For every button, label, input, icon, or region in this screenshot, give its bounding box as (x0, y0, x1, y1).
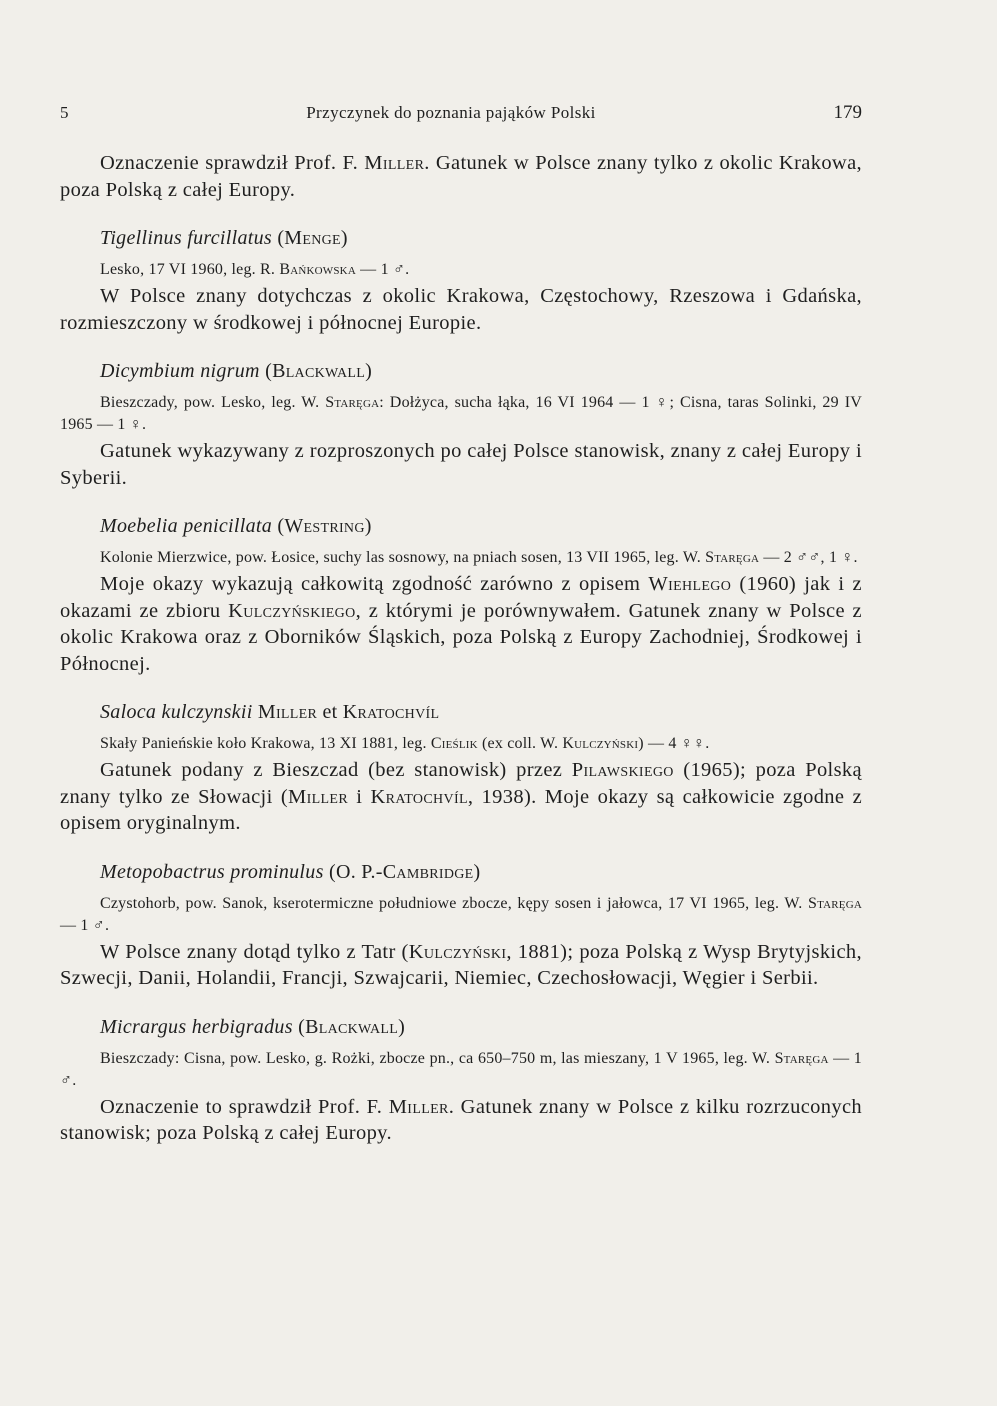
running-header (60, 102, 862, 124)
species-remarks: Gatunek wykazywany z rozproszonych po całej Polsce stanowisk, znany z całej Europy i Syberii. (60, 440, 862, 489)
species-name: Metopobactrus prominulus (100, 860, 324, 883)
species-entry (60, 513, 862, 677)
species-remarks: Moje okazy wykazują całkowitą zgodność zarówno z opisem Wiehlego (1960) jak i z okazami ze zbioru Kulczyńskiego, z którymi je porównywałem. Gatunek znany w Polsce z okolic Krakowa oraz z Oborników Śląskich, poza Polską z Europy Zachodniej, Środkowej i Północnej. (60, 573, 862, 675)
species-author: Westring (284, 515, 365, 537)
locality-record: Skały Panieńskie koło Krakowa, 13 XI 1881, leg. Cieślik (ex coll. W. Kulczyński) — 4 ♀♀. (100, 735, 710, 752)
species-name: Tigellinus furcillatus (100, 227, 272, 249)
intro-paragraph: Oznaczenie sprawdził Prof. F. Miller. Gatunek w Polsce znany tylko z okolic Krakowa, poza Polską z całej Europy. (60, 152, 862, 201)
locality-record: Lesko, 17 VI 1960, leg. R. Bańkowska — 1 ♂. (100, 261, 410, 278)
species-author: Blackwall (305, 1015, 399, 1038)
species-entry (60, 859, 862, 992)
species-entry (60, 358, 862, 491)
species-author: Menge (284, 227, 341, 249)
species-remarks: W Polsce znany dotąd tylko z Tatr (Kulczyński, 1881); poza Polską z Wysp Brytyjskich, Szwecji, Danii, Holandii, Francji, Szwajcarii, Niemiec, Czechosłowacji, Węgier i Serbii. (60, 940, 862, 989)
species-name: Micrargus herbigradus (100, 1015, 293, 1038)
species-entry (60, 225, 862, 336)
species-entry (60, 1014, 862, 1147)
running-title: Przyczynek do poznania pająków Polski (306, 103, 596, 122)
page-number: 179 (833, 102, 862, 123)
locality-record: Kolonie Mierzwice, pow. Łosice, suchy las sosnowy, na pniach sosen, 13 VII 1965, leg. W. Staręga — 2 ♂♂, 1 ♀. (100, 549, 858, 566)
species-author: Blackwall (272, 360, 366, 382)
species-name: Moebelia penicillata (100, 515, 273, 537)
locality-record: Bieszczady: Cisna, pow. Lesko, g. Rożki, zbocze pn., ca 650–750 m, las mieszany, 1 V 1965, leg. W. Staręga — 1 ♂. (60, 1049, 862, 1089)
species-author-2: Kratochvíl (342, 701, 440, 723)
species-heading: Metopobactrus prominulus (O. P.-Cambridge) (100, 860, 481, 883)
species-remarks: W Polsce znany dotychczas z okolic Krakowa, Częstochowy, Rzeszowa i Gdańska, rozmieszczony w środkowej i północnej Europie. (60, 285, 862, 334)
species-remarks: Oznaczenie to sprawdził Prof. F. Miller. Gatunek znany w Polsce z kilku rozrzuconych stanowisk; poza Polską z całej Europy. (60, 1095, 862, 1144)
species-heading: Dicymbium nigrum (Blackwall) (100, 360, 373, 382)
species-heading: Tigellinus furcillatus (Menge) (100, 227, 348, 249)
species-remarks: Gatunek podany z Bieszczad (bez stanowisk) przez Pilawskiego (1965); poza Polską znany tylko ze Słowacji (Miller i Kratochvíl, 1938). Moje okazy są całkowicie zgodne z opisem oryginalnym. (60, 759, 863, 834)
locality-record: Czystohorb, pow. Sanok, kserotermiczne południowe zbocze, kępy sosen i jałowca, 17 VI 1965, leg. W. Staręga — 1 ♂. (60, 894, 862, 934)
species-heading: Moebelia penicillata (Westring) (100, 515, 372, 537)
page-body (60, 150, 862, 1147)
species-name: Saloca kulczynskii (100, 701, 253, 723)
species-heading: Saloca kulczynskii Miller et Kratochvíl (100, 701, 440, 723)
section-number: 5 (60, 103, 69, 122)
species-author: Cambridge (382, 860, 474, 883)
species-author: Miller (257, 701, 318, 723)
species-entry (60, 699, 862, 837)
species-heading: Micrargus herbigradus (Blackwall) (100, 1015, 406, 1038)
locality-record: Bieszczady, pow. Lesko, leg. W. Staręga: Dołżyca, sucha łąka, 16 VI 1964 — 1 ♀; Cisna, taras Solinki, 29 IV 1965 — 1 ♀. (60, 394, 862, 433)
species-name: Dicymbium nigrum (100, 360, 260, 382)
